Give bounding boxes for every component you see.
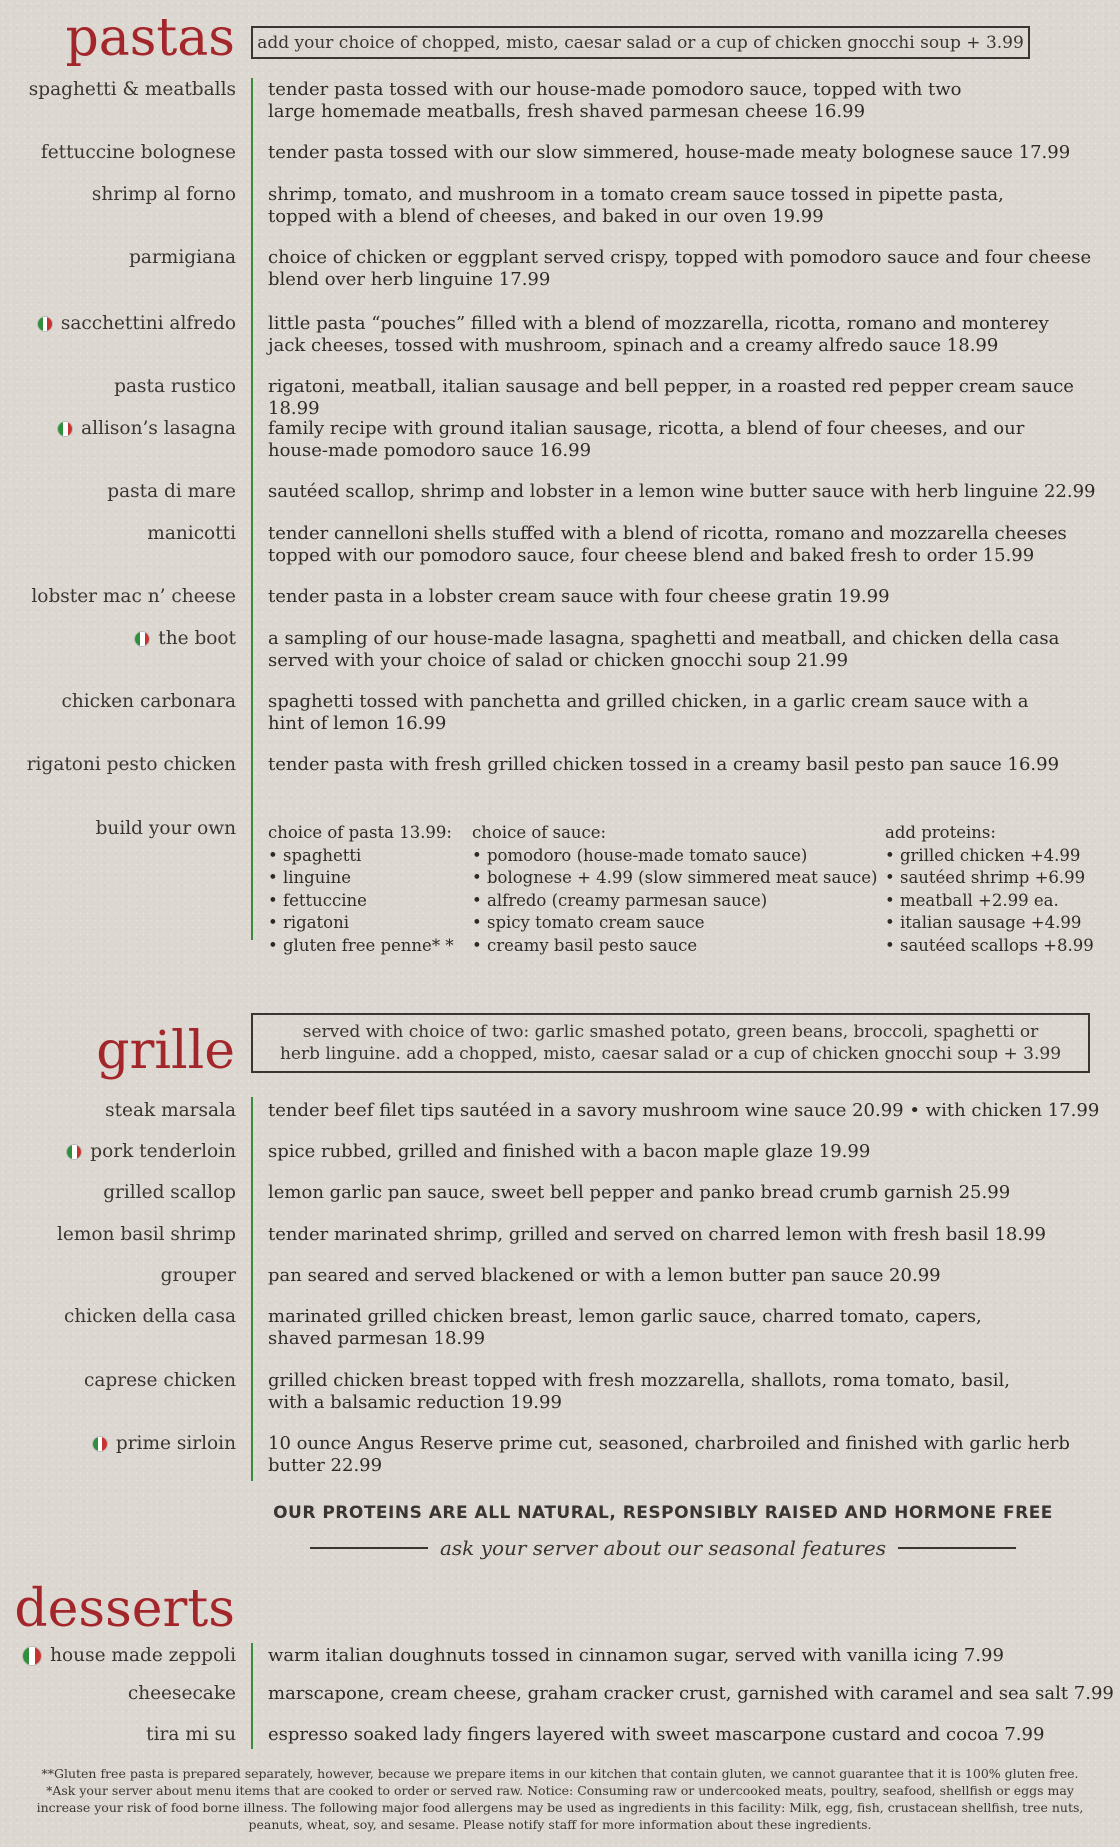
item-description: espresso soaked lady fingers layered with sweet mascarpone custard and cocoa 7.99 [268, 1724, 1045, 1745]
item-description: pan seared and served blackened or with a lemon butter pan sauce 20.99 [268, 1265, 941, 1286]
fine-print-line: increase your risk of food borne illness. The following major food allergens may be used as ingredients in this facility: Milk, egg, fish, crustacean shellfish, tree nuts, [36, 1800, 1084, 1815]
item-name: cheesecake [127, 1683, 236, 1704]
grille-note-line: herb linguine. add a chopped, misto, caesar salad or a cup of chicken gnocchi soup + 3.99 [279, 1044, 1062, 1064]
option: • bolognese + 4.99 (slow simmered meat sauce) [472, 868, 878, 887]
pastas-divider [251, 78, 253, 940]
option: • fettuccine [268, 890, 367, 910]
item-description: choice of chicken or eggplant served crispy, topped with pomodoro sauce and four cheese blend over herb linguine 17.99 [268, 247, 1092, 290]
item-description: family recipe with ground italian sausage, ricotta, a blend of four cheeses, and our house-made pomodoro sauce 16.99 [268, 418, 1025, 461]
option: • sautéed scallops +8.99 [885, 935, 1094, 955]
item-name: fettuccine bolognese [40, 142, 236, 163]
desserts-divider [251, 1643, 253, 1749]
sauce-choices-heading: choice of sauce: [472, 823, 607, 842]
desserts-title: desserts [14, 1579, 235, 1639]
item-description: rigatoni, meatball, italian sausage and bell pepper, in a roasted red pepper cream sauce 18.99 [268, 376, 1074, 419]
item-name: chicken carbonara [61, 691, 236, 712]
item-name: parmigiana [129, 247, 236, 268]
protein-choices [885, 822, 1094, 957]
grille-note-line: served with choice of two: garlic smashed potato, green beans, broccoli, spaghetti or [302, 1022, 1039, 1042]
item-description: tender marinated shrimp, grilled and served on charred lemon with fresh basil 18.99 [268, 1224, 1046, 1245]
item-name: caprese chicken [84, 1370, 236, 1391]
item-description: warm italian doughnuts tossed in cinnamon sugar, served with vanilla icing 7.99 [268, 1645, 1004, 1666]
fine-print-line: **Gluten free pasta is prepared separately, however, because we prepare items in our kitchen that contain gluten, we cannot guarantee that it is 100% gluten free. [41, 1766, 1079, 1781]
proteins-note: OUR PROTEINS ARE ALL NATURAL, RESPONSIBLY RAISED AND HORMONE FREE [273, 1503, 1053, 1523]
item-description: marscapone, cream cheese, graham cracker crust, garnished with caramel and sea salt 7.99 [268, 1683, 1114, 1704]
item-name: lemon basil shrimp [57, 1224, 236, 1245]
option: • linguine [268, 868, 352, 887]
option: • pomodoro (house-made tomato sauce) [472, 845, 808, 865]
protein-choices-heading: add proteins: [885, 823, 996, 842]
item-description: spice rubbed, grilled and finished with a bacon maple glaze 19.99 [268, 1141, 871, 1162]
fine-print-line: peanuts, wheat, soy, and sesame. Please notify staff for more information about these ingredients. [248, 1817, 872, 1832]
italy-flag-icon [66, 1144, 82, 1160]
fine-print [20, 1765, 1100, 1833]
option: • gluten free penne* * [268, 935, 454, 955]
item-description: tender cannelloni shells stuffed with a blend of ricotta, romano and mozzarella cheeses topped with our pomodoro sauce, four cheese blend and baked fresh to order 15.99 [268, 523, 1067, 566]
sauce-choices [472, 822, 877, 957]
pasta-choices-heading: choice of pasta 13.99: [268, 823, 452, 842]
item-name: pasta rustico [114, 376, 236, 397]
item-name: chicken della casa [64, 1306, 236, 1327]
item-name: lobster mac n’ cheese [31, 586, 236, 607]
pastas-title: pastas [65, 8, 235, 68]
item-name: grouper [160, 1265, 236, 1286]
rule [898, 1547, 1016, 1549]
item-description: lemon garlic pan sauce, sweet bell pepper and panko bread crumb garnish 25.99 [268, 1182, 1011, 1203]
italy-flag-icon [134, 631, 150, 647]
option: • italian sausage +4.99 [885, 913, 1082, 932]
item-name: prime sirloin [92, 1433, 236, 1455]
item-name: sacchettini alfredo [37, 313, 236, 335]
item-name: tira mi su [146, 1724, 236, 1745]
item-name: pork tenderloin [66, 1141, 236, 1163]
italy-flag-icon [92, 1436, 108, 1452]
item-description: little pasta “pouches” filled with a blend of mozzarella, ricotta, romano and monterey jack cheeses, tossed with mushroom, spinach and a creamy alfredo sauce 18.99 [268, 313, 1049, 356]
item-name: spaghetti & meatballs [28, 79, 236, 100]
grille-divider [251, 1097, 253, 1481]
option: • spicy tomato cream sauce [472, 913, 705, 932]
item-description: sautéed scallop, shrimp and lobster in a lemon wine butter sauce with herb linguine 22.99 [268, 481, 1096, 502]
pastas-note-box [251, 26, 1030, 59]
item-name: build your own [95, 818, 236, 839]
item-description: a sampling of our house-made lasagna, spaghetti and meatball, and chicken della casa served with your choice of salad or chicken gnocchi soup 21.99 [268, 628, 1060, 671]
item-name: grilled scallop [103, 1182, 236, 1203]
pasta-choices [268, 822, 454, 957]
italy-flag-icon [57, 421, 73, 437]
option: • meatball +2.99 ea. [885, 890, 1059, 910]
item-description: tender beef filet tips sautéed in a savory mushroom wine sauce 20.99 • with chicken 17.99 [268, 1100, 1100, 1121]
item-description: tender pasta in a lobster cream sauce with four cheese gratin 19.99 [268, 586, 890, 607]
item-description: spaghetti tossed with panchetta and grilled chicken, in a garlic cream sauce with a hint of lemon 16.99 [268, 691, 1029, 734]
option: • creamy basil pesto sauce [472, 935, 698, 955]
seasonal-text: ask your server about our seasonal features [439, 1536, 887, 1560]
option: • spaghetti [268, 845, 362, 865]
item-name: shrimp al forno [91, 184, 236, 205]
item-name: steak marsala [105, 1100, 236, 1121]
item-description: 10 ounce Angus Reserve prime cut, seasoned, charbroiled and finished with garlic herb butter 22.99 [268, 1433, 1070, 1476]
seasonal-features [310, 1536, 1016, 1560]
rule [310, 1547, 428, 1549]
item-description: grilled chicken breast topped with fresh mozzarella, shallots, roma tomato, basil, with a balsamic reduction 19.99 [268, 1370, 1011, 1413]
item-description: marinated grilled chicken breast, lemon garlic sauce, charred tomato, capers, shaved parmesan 18.99 [268, 1306, 982, 1349]
option: • sautéed shrimp +6.99 [885, 868, 1086, 887]
option: • grilled chicken +4.99 [885, 845, 1081, 865]
fine-print-line: *Ask your server about menu items that are cooked to order or served raw. Notice: Consuming raw or undercooked meats, poultry, seafood, shellfish or eggs may [46, 1783, 1074, 1798]
italy-flag-icon [22, 1646, 42, 1666]
option: • rigatoni [268, 913, 350, 932]
pastas-note: add your choice of chopped, misto, caesar salad or a cup of chicken gnocchi soup + 3.99 [257, 32, 1024, 53]
option: • alfredo (creamy parmesan sauce) [472, 890, 768, 910]
item-name: pasta di mare [107, 481, 236, 502]
item-description: shrimp, tomato, and mushroom in a tomato cream sauce tossed in pipette pasta, topped with a blend of cheeses, and baked in our oven 19.99 [268, 184, 1004, 227]
item-description: tender pasta tossed with our house-made pomodoro sauce, topped with two large homemade meatballs, fresh shaved parmesan cheese 16.99 [268, 79, 962, 122]
item-name: manicotti [147, 523, 236, 544]
grille-note-box [251, 1013, 1090, 1073]
item-description: tender pasta with fresh grilled chicken tossed in a creamy basil pesto pan sauce 16.99 [268, 754, 1060, 775]
item-description: tender pasta tossed with our slow simmered, house-made meaty bolognese sauce 17.99 [268, 142, 1071, 163]
item-name: rigatoni pesto chicken [26, 754, 236, 775]
grille-title: grille [96, 1021, 235, 1081]
item-name: allison’s lasagna [57, 418, 236, 440]
italy-flag-icon [37, 316, 53, 332]
item-name: house made zeppoli [22, 1645, 236, 1667]
item-name: the boot [134, 628, 236, 650]
